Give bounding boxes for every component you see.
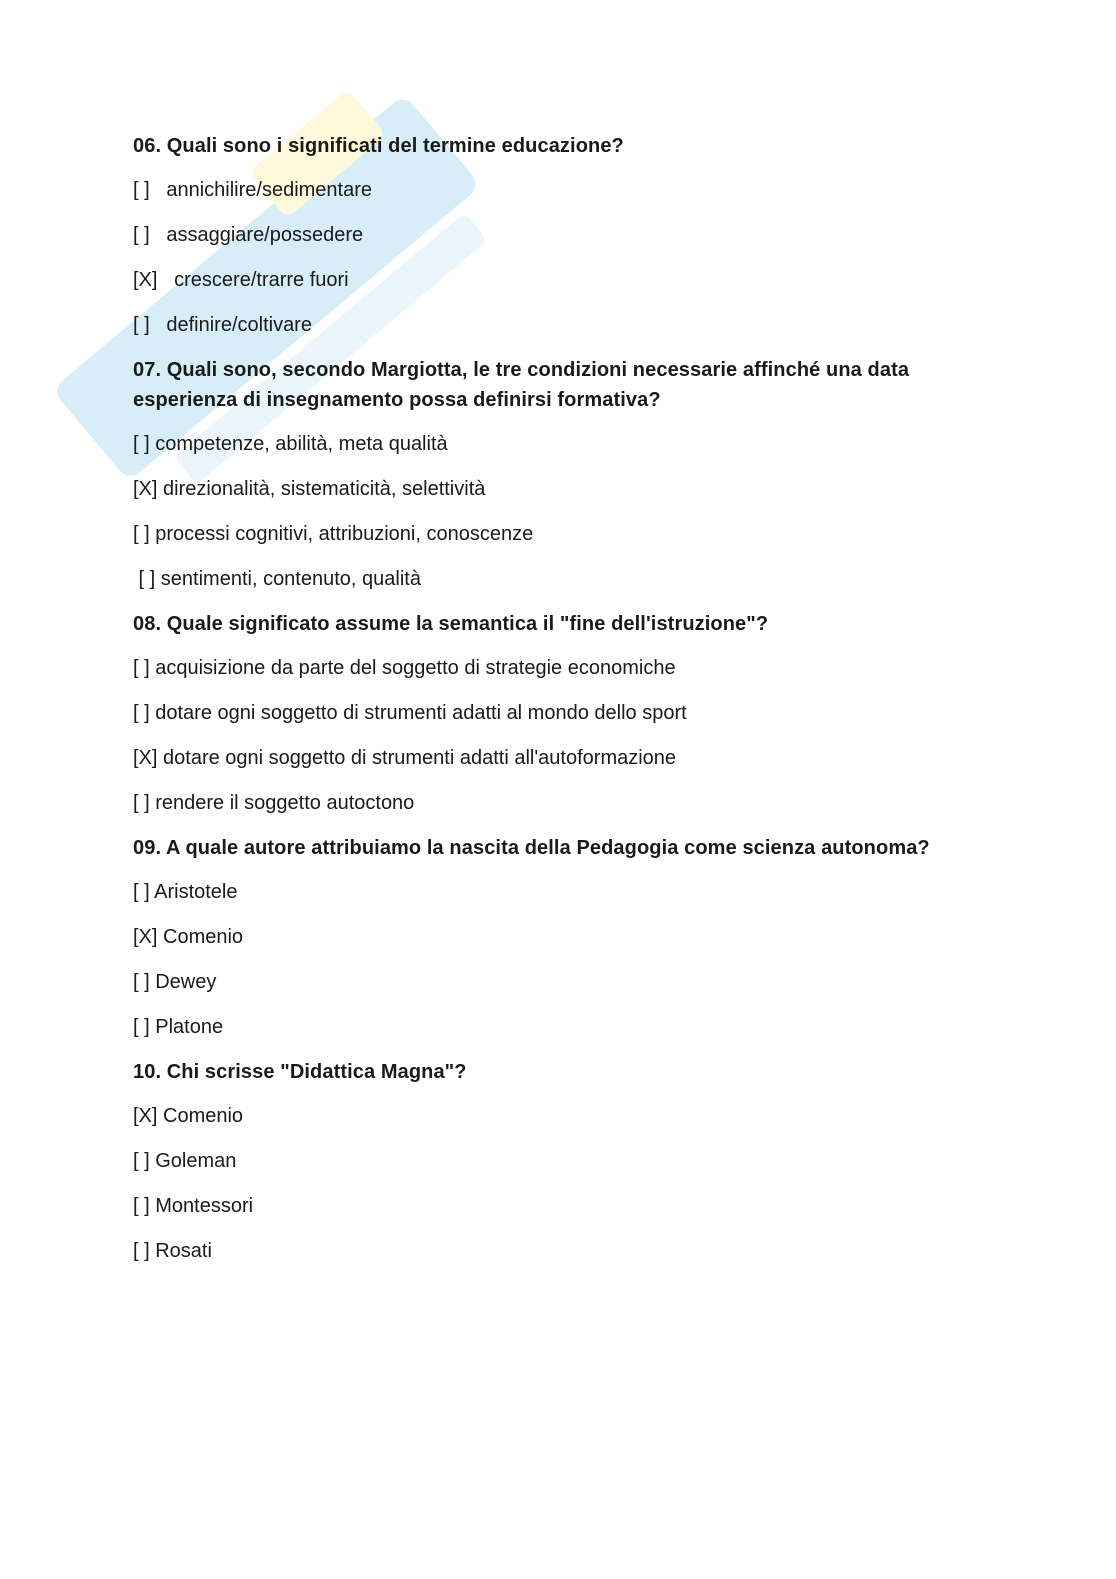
question-title: 07. Quali sono, secondo Margiotta, le tre condizioni necessarie affinché una data esperienza di insegnamento possa definirsi formativa? (133, 359, 910, 411)
answer-option-correct (133, 474, 963, 504)
answer-text: definire/coltivare (166, 314, 312, 336)
answer-option (133, 1236, 963, 1266)
question-block-07 (133, 355, 963, 594)
question-block-10 (133, 1057, 963, 1266)
answer-text: Montessori (155, 1195, 254, 1217)
answer-text: assaggiare/possedere (166, 224, 364, 246)
question-block-08 (133, 609, 963, 818)
question-title: 06. Quali sono i significati del termine educazione? (133, 135, 624, 157)
answer-text: direzionalità, sistematicità, selettività (163, 478, 486, 500)
answer-text: Platone (155, 1016, 224, 1038)
answer-text: annichilire/sedimentare (166, 179, 373, 201)
answer-option (133, 967, 963, 997)
question-title: 10. Chi scrisse "Didattica Magna"? (133, 1061, 467, 1083)
answer-option-correct (133, 1101, 963, 1131)
quiz-content (133, 131, 963, 1281)
answer-text: crescere/trarre fuori (174, 269, 349, 291)
answer-option (133, 310, 963, 340)
answer-text: Comenio (163, 1105, 244, 1127)
answer-checkbox: [ ] (133, 1240, 156, 1262)
answer-text: acquisizione da parte del soggetto di strategie economiche (155, 657, 676, 679)
answer-option-correct (133, 922, 963, 952)
answer-text: Rosati (155, 1240, 212, 1262)
answer-checkbox: [ ] (133, 568, 161, 590)
answer-checkbox-checked: [X] (133, 747, 164, 769)
answer-checkbox: [ ] (133, 523, 156, 545)
answer-option (133, 788, 963, 818)
answer-option (133, 1012, 963, 1042)
answer-checkbox: [ ] (133, 433, 156, 455)
answer-option (133, 1146, 963, 1176)
answer-checkbox: [ ] (133, 1016, 156, 1038)
answer-text: Comenio (163, 926, 244, 948)
answer-text: processi cognitivi, attribuzioni, conoscenze (155, 523, 534, 545)
answer-option (133, 877, 963, 907)
answer-checkbox-checked: [X] (133, 926, 164, 948)
answer-option (133, 175, 963, 205)
answer-checkbox: [ ] (133, 702, 156, 724)
answer-option (133, 220, 963, 250)
answer-checkbox-checked: [X] (133, 1105, 164, 1127)
answer-text: sentimenti, contenuto, qualità (160, 568, 421, 590)
answer-checkbox: [ ] (133, 1195, 156, 1217)
answer-option (133, 429, 963, 459)
answer-checkbox-checked: [X] (133, 269, 175, 291)
answer-checkbox: [ ] (133, 1150, 156, 1172)
answer-text: rendere il soggetto autoctono (155, 792, 415, 814)
answer-option (133, 564, 963, 594)
answer-option-correct (133, 265, 963, 295)
answer-text: dotare ogni soggetto di strumenti adatti al mondo dello sport (155, 702, 687, 724)
answer-text: dotare ogni soggetto di strumenti adatti all'autoformazione (163, 747, 677, 769)
question-block-09 (133, 833, 963, 1042)
question-title: 08. Quale significato assume la semantica il "fine dell'istruzione"? (133, 613, 769, 635)
question-title: 09. A quale autore attribuiamo la nascita della Pedagogia come scienza autonoma? (133, 837, 930, 859)
answer-option (133, 698, 963, 728)
answer-checkbox: [ ] (133, 314, 167, 336)
answer-checkbox: [ ] (133, 971, 156, 993)
question-block-06 (133, 131, 963, 340)
answer-checkbox: [ ] (133, 657, 156, 679)
answer-text: Aristotele (154, 881, 238, 903)
answer-checkbox: [ ] (133, 792, 156, 814)
answer-option (133, 653, 963, 683)
answer-text: Goleman (155, 1150, 237, 1172)
answer-option (133, 1191, 963, 1221)
answer-checkbox: [ ] (133, 224, 167, 246)
answer-checkbox: [ ] (133, 881, 155, 903)
answer-checkbox: [ ] (133, 179, 167, 201)
answer-text: Dewey (155, 971, 217, 993)
answer-option-correct (133, 743, 963, 773)
answer-checkbox-checked: [X] (133, 478, 164, 500)
answer-text: competenze, abilità, meta qualità (155, 433, 448, 455)
answer-option (133, 519, 963, 549)
